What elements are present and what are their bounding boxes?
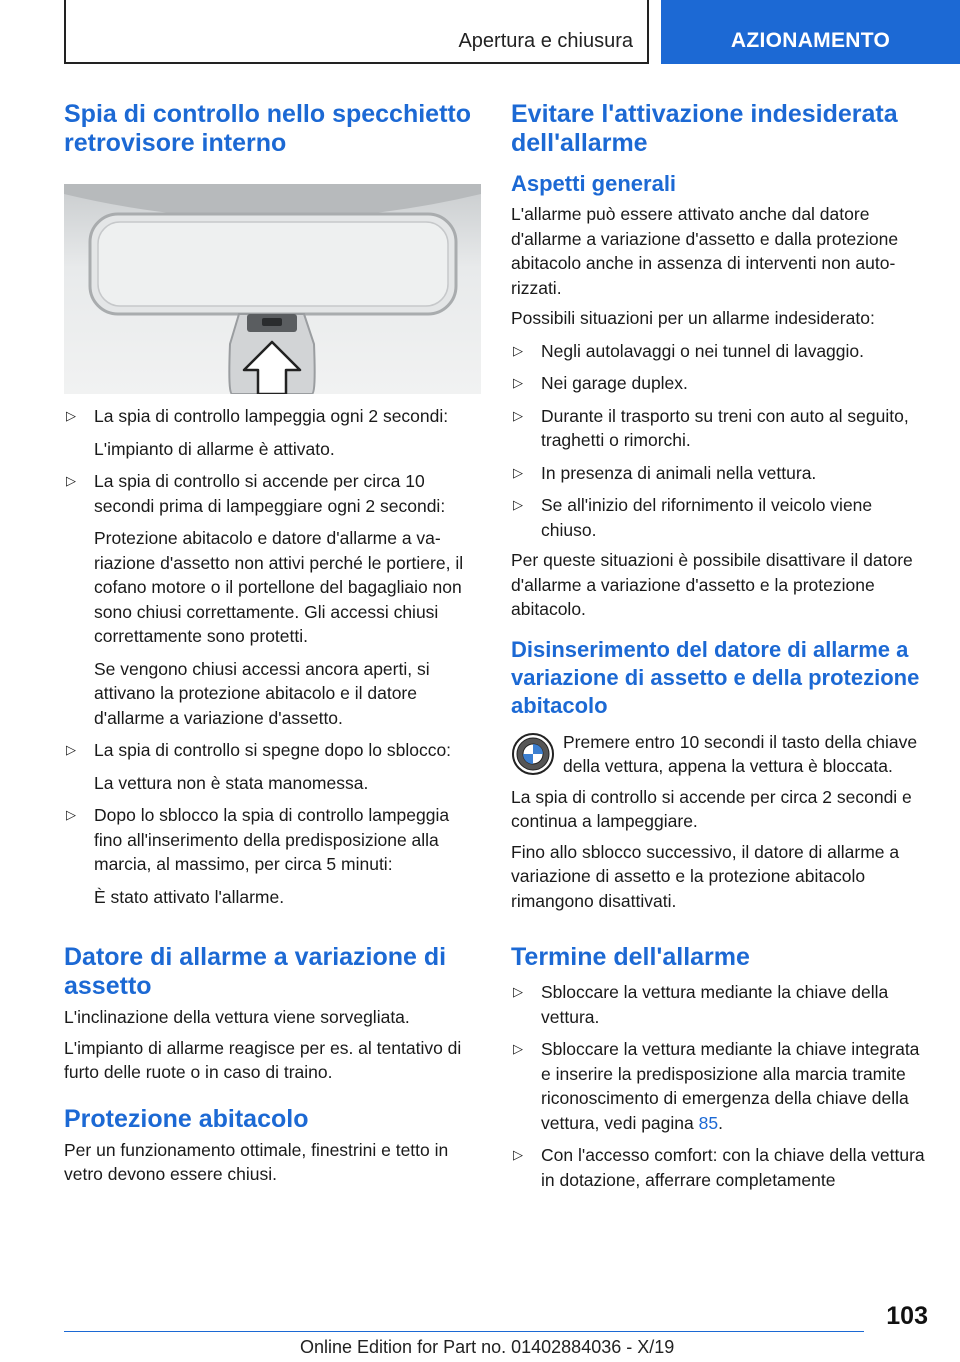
bullet-triangle-icon: ▷ — [513, 464, 523, 480]
bullet-triangle-icon: ▷ — [513, 497, 523, 512]
bullet-triangle-icon: ▷ — [66, 473, 76, 488]
mirror-illustration — [64, 184, 481, 394]
left-column — [64, 100, 481, 1187]
key-instruction — [511, 730, 929, 779]
list-item-text: Dopo lo sblocco la spia di controllo lampeggia fino all'inserimento della predisposizione alla marcia, al massimo, per circa 5 minuti: — [94, 805, 450, 874]
list-item — [511, 493, 929, 542]
list-item-note: Se vengono chiusi accessi ancora aperti, si attivano la protezione abitacolo e il datore d'allarme a variazione d'assetto. — [94, 658, 430, 728]
bullet-triangle-icon: ▷ — [513, 375, 523, 390]
list-item-text: Se all'inizio del rifornimento il veicolo viene chiuso. — [541, 495, 873, 540]
list-item-text: Sbloccare la vettura mediante la chiave integrata e inserire la predisposizione alla marcia tramite riconoscimento di emergenza della chiave della vettura, vedi pagina — [541, 1039, 920, 1133]
bullet-triangle-icon: ▷ — [66, 742, 76, 757]
list-item-note: Protezione abitacolo e datore d'allarme a variazione d'assetto non attivi perché le portiere, il cofano motore o il portellone del bagagliaio non sono chiusi correttamente. Gli accessi chiusi correttamente sono protetti. — [94, 528, 464, 646]
paragraph-disinserimento-2: La spia di controllo si accende per circa 2 secondi e continua a lampeggiare. — [511, 786, 912, 831]
paragraph-aspetti-2: Possibili situazioni per un allarme indesiderato: — [511, 308, 875, 328]
bullet-triangle-icon: ▷ — [66, 807, 76, 822]
page-number: 103 — [886, 1302, 928, 1330]
footer-edition: Online Edition for Part no. 01402884036 - X/19 — [300, 1337, 675, 1357]
paragraph-protezione: Per un funzionamento ottimale, finestrini e tetto in vetro devono essere chiusi. — [64, 1139, 449, 1184]
list-item-text: Durante il trasporto su treni con auto al seguito, traghetti o rimorchi. — [541, 405, 909, 450]
heading-evitare: Evitare l'attivazione indesiderata dell'allarme — [511, 100, 898, 157]
vehicle-key-lock-icon — [511, 732, 555, 776]
list-item-note: È stato attivato l'allarme. — [94, 886, 285, 907]
spia-bullet-list — [64, 404, 481, 909]
footer-divider — [64, 1331, 864, 1332]
list-item-note: La vettura non è stata manomessa. — [94, 772, 369, 793]
list-item-text: Negli autolavaggi o nei tunnel di lavaggio. — [541, 340, 865, 361]
list-item-text: Nei garage duplex. — [541, 373, 688, 393]
heading-spia: Spia di controllo nello specchietto retrovisore interno — [64, 100, 471, 157]
list-item — [511, 461, 929, 486]
right-column — [511, 100, 929, 1192]
paragraph-situazioni: Per queste situazioni è possibile disattivare il datore d'allarme a variazione d'assetto e la protezione abitacolo. — [511, 550, 913, 619]
paragraph-disinserimento-3: Fino allo sblocco successivo, il datore di allarme a variazione di assetto e la protezione abitacolo rimangono disattivati. — [511, 841, 900, 911]
list-item-text: La spia di controllo si spegne dopo lo sblocco: — [94, 740, 452, 760]
paragraph-datore-2: L'impianto di allarme reagisce per es. al tentativo di furto delle ruote o in caso di traino. — [64, 1037, 462, 1082]
bullet-triangle-icon: ▷ — [513, 407, 523, 423]
rearview-mirror-icon — [64, 184, 481, 394]
list-item — [64, 803, 481, 909]
heading-aspetti: Aspetti generali — [511, 171, 677, 196]
bullet-triangle-icon: ▷ — [66, 408, 76, 423]
paragraph-disinserimento-1: Premere entro 10 secondi il tasto della chiave della vettura, appena la vettura è bloccata. — [563, 731, 918, 776]
bullet-triangle-icon: ▷ — [513, 984, 523, 999]
list-item — [64, 738, 481, 795]
heading-termine: Termine dell'allarme — [511, 943, 750, 971]
list-item-text: In presenza di animali nella vettura. — [541, 462, 817, 483]
list-item — [511, 404, 929, 453]
bullet-triangle-icon: ▷ — [513, 1147, 523, 1162]
header-section-title: Apertura e chiusura — [458, 30, 633, 52]
list-item — [511, 1143, 929, 1192]
list-item-text: La spia di controllo lampeggia ogni 2 secondi: — [94, 406, 449, 426]
header-chapter-title: AZIONAMENTO — [730, 29, 891, 52]
paragraph-aspetti-1: L'allarme può essere attivato anche dal datore d'allarme a variazione d'assetto e dalla protezione abitacolo anche in assenza di interventi non autorizzati. — [511, 204, 899, 298]
list-item — [511, 371, 929, 396]
list-item — [64, 404, 481, 461]
situazioni-bullet-list — [511, 339, 929, 543]
list-item-text: Sbloccare la vettura mediante la chiave della vettura. — [541, 982, 889, 1027]
bullet-triangle-icon: ▷ — [513, 1041, 523, 1056]
heading-protezione: Protezione abitacolo — [64, 1104, 309, 1133]
list-item — [511, 980, 929, 1029]
list-item — [64, 469, 481, 730]
paragraph-datore-1: L'inclinazione della vettura viene sorvegliata. — [64, 1007, 410, 1027]
list-item-text: La spia di controllo si accende per circa 10 secondi prima di lampeggiare ogni 2 secondi: — [94, 471, 446, 516]
heading-disinserimento: Disinserimento del datore di allarme a variazione di assetto e della protezione abitacolo — [511, 636, 920, 718]
list-item-text: Con l'accesso comfort: con la chiave della vettura in dotazione, afferrare completamente — [541, 1145, 925, 1190]
bullet-triangle-icon: ▷ — [513, 342, 523, 358]
list-item — [511, 1037, 929, 1135]
termine-bullet-list — [511, 980, 929, 1192]
header-section-tab — [64, 0, 649, 64]
list-item-note: L'impianto di allarme è attivato. — [94, 438, 335, 459]
page-reference-link[interactable]: 85 — [698, 1112, 719, 1133]
list-item — [511, 339, 929, 364]
heading-datore: Datore di allarme a variazione di assetto — [64, 943, 447, 1000]
list-item-text-end: . — [718, 1112, 723, 1133]
header-chapter-tab — [661, 0, 960, 64]
